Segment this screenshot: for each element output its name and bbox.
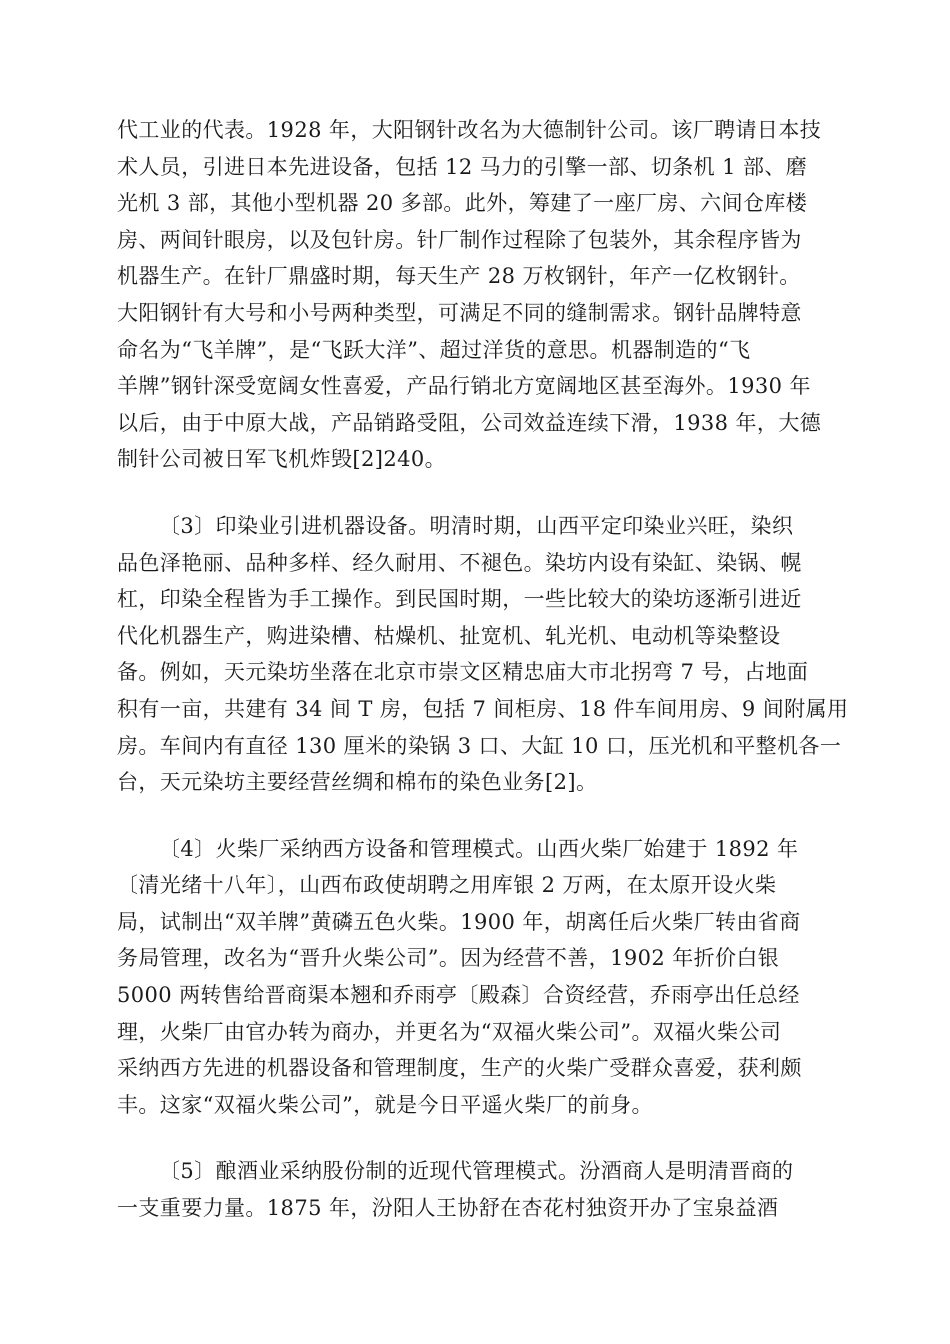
paragraph-first-line: 〔3〕印染业引进机器设备。明清时期，山西平定印染业兴旺，染织 [159, 514, 794, 538]
text-line: 一支重要力量。1875 年，汾阳人王协舒在杏花村独资开办了宝泉益酒 [117, 1196, 779, 1220]
text-line: 备。例如，天元染坊坐落在北京市崇文区精忠庙大市北拐弯 7 号，占地面 [117, 660, 809, 684]
text-line: 局，试制出“双羊牌”黄磷五色火柴。1900 年，胡离任后火柴厂转由省商 [117, 910, 801, 934]
text-line: 机器生产。在针厂鼎盛时期，每天生产 28 万枚钢针，年产一亿枚钢针。 [117, 264, 801, 288]
text-line: 丰。这家“双福火柴公司”，就是今日平遥火柴厂的前身。 [117, 1093, 653, 1117]
text-line: 积有一亩，共建有 34 间 T 房，包括 7 间柜房、18 件车间用房、9 间附属用 [117, 697, 849, 721]
text-line: 务局管理，改名为“晋升火柴公司”。因为经营不善，1902 年折价白银 [117, 946, 780, 970]
text-line: 代工业的代表。1928 年，大阳钢针改名为大德制针公司。该厂聘请日本技 [117, 118, 822, 142]
paragraph-first-line: 〔5〕酿酒业采纳股份制的近现代管理模式。汾酒商人是明清晋商的 [159, 1159, 794, 1183]
text-line: 代化机器生产，购进染槽、枯燥机、扯宽机、轧光机、电动机等染整设 [117, 624, 781, 648]
text-line: 理，火柴厂由官办转为商办，并更名为“双福火柴公司”。双福火柴公司 [117, 1020, 782, 1044]
text-line: 杠，印染全程皆为手工操作。到民国时期，一些比较大的染坊逐渐引进近 [117, 587, 802, 611]
text-line: 采纳西方先进的机器设备和管理制度，生产的火柴广受群众喜爱，获利颇 [117, 1056, 802, 1080]
text-line: 台，天元染坊主要经营丝绸和棉布的染色业务[2]。 [117, 770, 598, 794]
text-line: 术人员，引进日本先进设备，包括 12 马力的引擎一部、切条机 1 部、磨 [117, 155, 808, 179]
text-line: 羊牌”钢针深受宽阔女性喜爱，产品行销北方宽阔地区甚至海外。1930 年 [117, 374, 811, 398]
text-line: 以后，由于中原大战，产品销路受阻，公司效益连续下滑，1938 年，大德 [117, 411, 822, 435]
text-line: 5000 两转售给晋商渠本翘和乔雨亭〔殿森〕合资经营，乔雨亭出任总经 [117, 983, 800, 1007]
text-line: 房、两间针眼房，以及包针房。针厂制作过程除了包装外，其余程序皆为 [117, 228, 802, 252]
text-line: 大阳钢针有大号和小号两种类型，可满足不同的缝制需求。钢针品牌特意 [117, 301, 802, 325]
text-line: 品色泽艳丽、品种多样、经久耐用、不褪色。染坊内设有染缸、染锅、幌 [117, 551, 802, 575]
text-line: 光机 3 部，其他小型机器 20 多部。此外，筹建了一座厂房、六间仓库楼 [117, 191, 808, 215]
text-line: 〔清光绪十八年〕，山西布政使胡聘之用库银 2 万两，在太原开设火柴 [117, 873, 777, 897]
paragraph-first-line: 〔4〕火柴厂采纳西方设备和管理模式。山西火柴厂始建于 1892 年 [159, 837, 799, 861]
text-line: 制针公司被日军飞机炸毁[2]240。 [117, 447, 447, 471]
text-line: 命名为“飞羊牌”，是“飞跃大洋”、超过洋货的意思。机器制造的“飞 [117, 338, 751, 362]
text-line: 房。车间内有直径 130 厘米的染锅 3 口、大缸 10 口，压光机和平整机各一 [117, 734, 842, 758]
